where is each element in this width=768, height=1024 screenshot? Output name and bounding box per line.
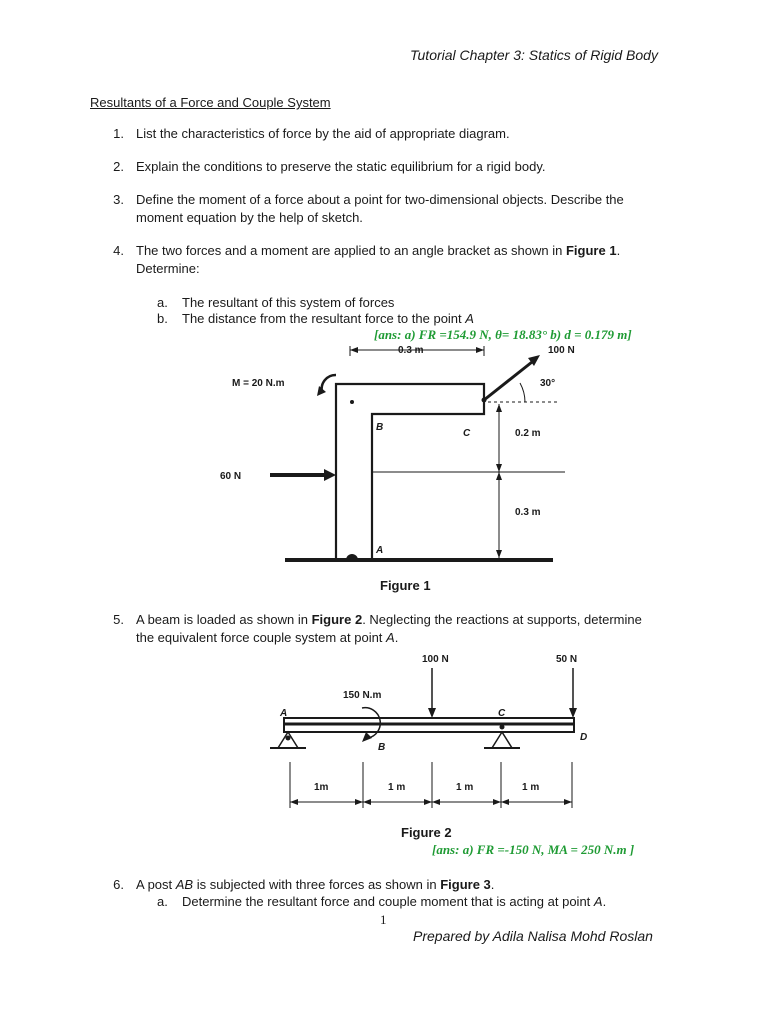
label-load-100n: 100 N	[422, 654, 449, 665]
label-load-50n: 50 N	[556, 654, 578, 665]
footer-author: Prepared by Adila Nalisa Mohd Roslan	[413, 928, 653, 944]
question-text: List the characteristics of force by the aid of appropriate diagram.	[136, 126, 510, 141]
question-number: 6.	[113, 877, 124, 892]
label-span-2: 1 m	[388, 782, 406, 793]
question-number: 4.	[113, 243, 124, 258]
question-number: 5.	[113, 612, 124, 627]
question-number: 3.	[113, 192, 124, 207]
question-number: 2.	[113, 159, 124, 174]
figure-reference: Figure 1	[565, 243, 617, 258]
figure-1-caption: Figure 1	[380, 578, 431, 593]
question-text-line: Determine:	[136, 261, 200, 276]
question-text-line: the equivalent force couple system at point A.	[136, 630, 399, 645]
label-force-60n: 60 N	[220, 471, 242, 482]
answer-q4: [ans: a) FR =154.9 N, θ= 18.83° b) d = 0.179 m]	[374, 327, 632, 342]
question-text-line: A post AB is subjected with three forces as shown in Figure 3.	[136, 877, 495, 892]
figure-reference: Figure 2	[311, 612, 363, 627]
label-angle: 30°	[540, 378, 556, 389]
label-span-4: 1 m	[522, 782, 540, 793]
question-number: 1.	[113, 126, 124, 141]
label-dimension-lower: 0.3 m	[515, 507, 541, 518]
question-text-line: moment equation by the help of sketch.	[136, 210, 363, 225]
page-number: 1	[380, 912, 387, 927]
label-point-a: A	[376, 545, 384, 556]
label-point-d: D	[580, 732, 588, 743]
question-text-line: Define the moment of a force about a point for two-dimensional objects. Describe the	[136, 192, 624, 207]
question-text-line: The two forces and a moment are applied to an angle bracket as shown in Figure 1.	[136, 243, 621, 258]
section-heading: Resultants of a Force and Couple System	[90, 95, 331, 110]
label-point-c: C	[498, 708, 506, 719]
figure-reference: Figure 3	[440, 877, 491, 892]
label-point-c: C	[463, 428, 471, 439]
sub-question-label: a.	[157, 295, 168, 310]
label-point-b: B	[378, 742, 386, 753]
sub-question-label: b.	[157, 311, 168, 326]
label-dimension-top: 0.3 m	[398, 345, 424, 356]
sub-question-text: Determine the resultant force and couple moment that is acting at point A.	[182, 894, 607, 909]
label-span-1: 1m	[314, 782, 329, 793]
question-text-line: A beam is loaded as shown in Figure 2. Neglecting the reactions at supports, determine	[136, 612, 642, 627]
label-force-100n: 100 N	[548, 345, 575, 356]
question-text: Explain the conditions to preserve the static equilibrium for a rigid body.	[136, 159, 546, 174]
label-moment: M = 20 N.m	[232, 378, 285, 389]
label-moment-150nm: 150 N.m	[343, 690, 382, 701]
sub-question-label: a.	[157, 894, 168, 909]
figure-2-caption: Figure 2	[401, 825, 452, 840]
label-dimension-upper: 0.2 m	[515, 428, 541, 439]
sub-question-text: The resultant of this system of forces	[182, 295, 395, 310]
sub-question-text: The distance from the resultant force to the point A	[182, 311, 474, 326]
label-point-b: B	[376, 422, 384, 433]
answer-q5: [ans: a) FR =-150 N, MA = 250 N.m ]	[432, 842, 635, 857]
label-span-3: 1 m	[456, 782, 474, 793]
page-header-title: Tutorial Chapter 3: Statics of Rigid Body	[410, 47, 658, 63]
label-point-a: A	[280, 708, 288, 719]
